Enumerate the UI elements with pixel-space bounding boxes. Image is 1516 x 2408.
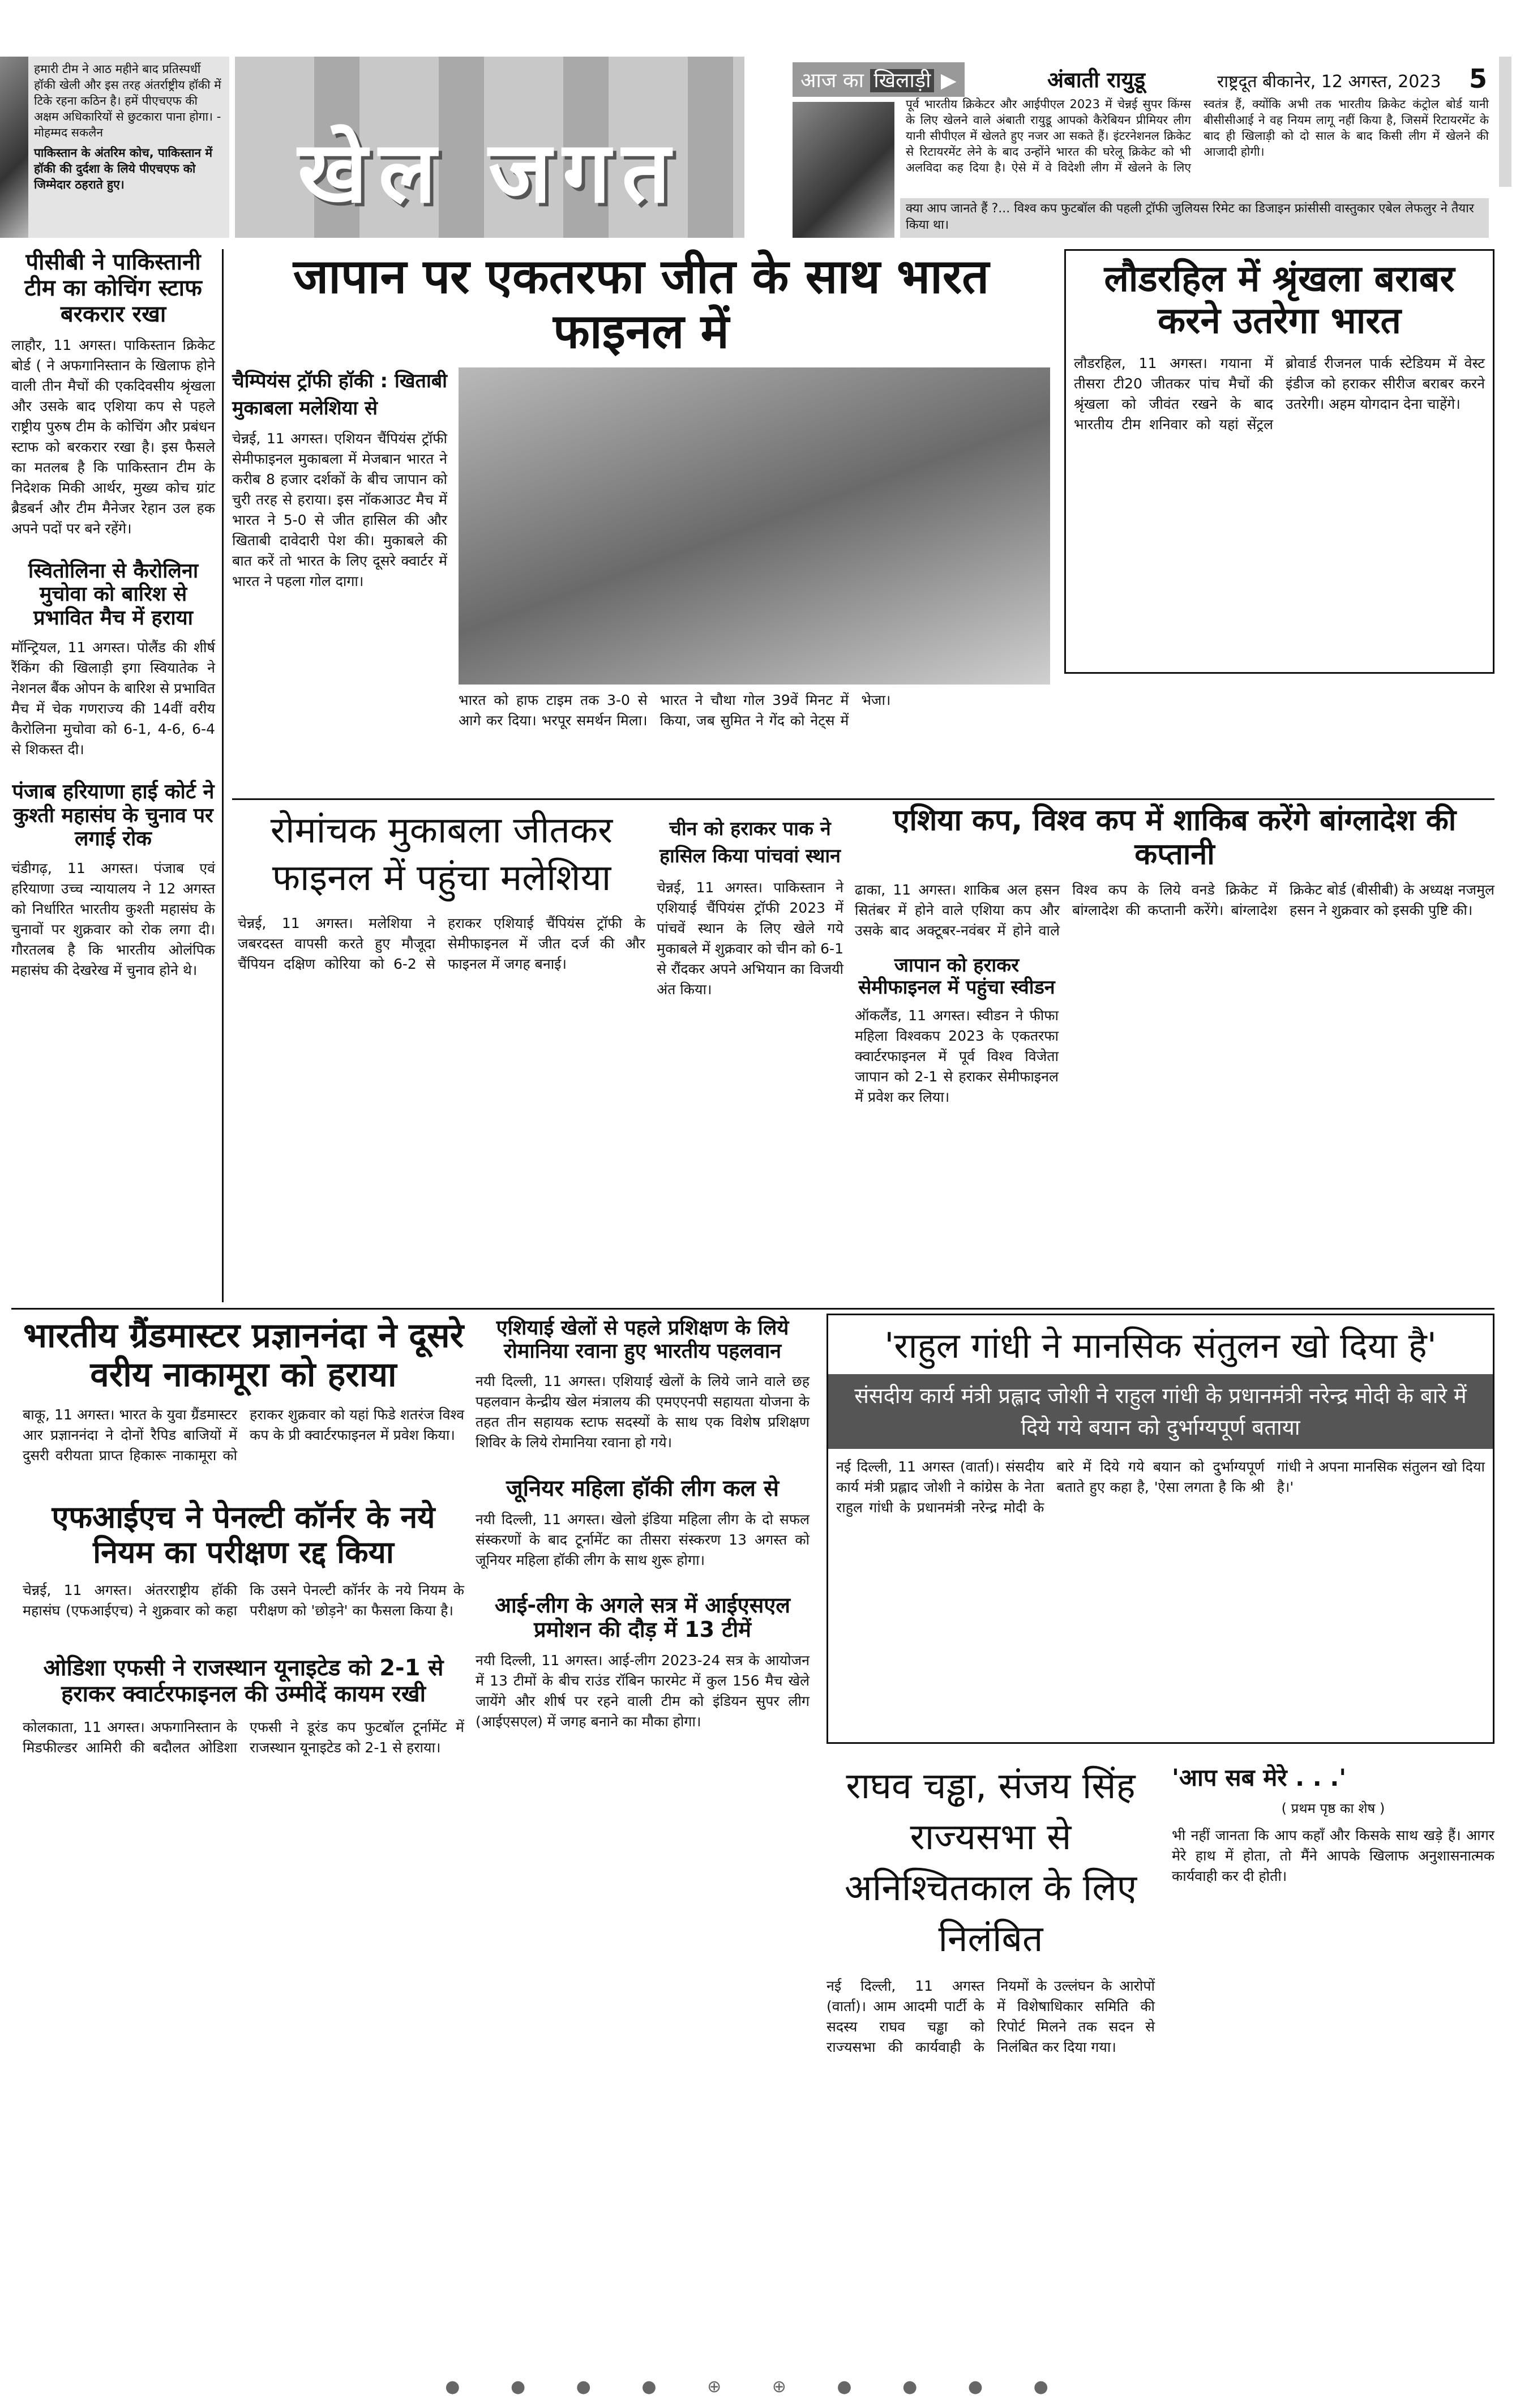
wrestlers-headline: एशियाई खेलों से पहले प्रशिक्षण के लिये रोमानिया रवाना हुए भारतीय पहलवान xyxy=(496,1316,789,1363)
asiacup-headline: एशिया कप, विश्व कप में शाकिब करेंगे बांग्लादेश की कप्तानी xyxy=(893,803,1457,871)
aaj-ka-label: आज का xyxy=(800,69,864,92)
china-article xyxy=(657,815,843,1000)
header-side-bar xyxy=(1499,57,1511,187)
row-divider xyxy=(11,1308,1494,1310)
left-column xyxy=(11,249,215,981)
rahul-body: नई दिल्ली, 11 अगस्त (वार्ता)। संसदीय कार्य मंत्री प्रह्लाद जोशी ने कांग्रेस के नेता राहुल गांधी के प्रधानमंत्री नरेन्द्र मोदी के बारे में दिये गये बयान को दुर्भाग्यपूर्ण बताते हुए कहा है, 'ऐसा लगता है कि श्री गांधी ने अपना मानसिक संतुलन खो दिया है।' xyxy=(836,1459,1485,1516)
raghav-headline: राघव चड्ढा, संजय सिंह राज्यसभा से अनिश्चितकाल के लिए निलंबित xyxy=(844,1765,1137,1960)
rayudu-photo xyxy=(793,102,894,238)
hockey-content xyxy=(232,367,1050,731)
hockey-headline: जापान पर एकतरफा जीत के साथ भारत फाइनल में xyxy=(293,249,990,359)
lower-right-row xyxy=(826,1761,1494,2058)
fih-body: चेन्नई, 11 अगस्त। अंतरराष्ट्रीय हॉकी महासंघ (एफआईएच) ने शुक्रवार को कहा कि उसने पेनल्टी कॉर्नर के नये नियम के परीक्षण को 'छोड़ने' का फैसला किया है। xyxy=(23,1582,464,1619)
junior-body: नयी दिल्ली, 11 अगस्त। खेलो इंडिया महिला लीग के दो सफल संस्करणों के बाद टूर्नामेंट का तीसरा संस्करण 13 अगस्त को जूनियर महिला हॉकी लीग के साथ शुरू होगा। xyxy=(476,1511,810,1568)
dateline: राष्ट्रदूत बीकानेर, 12 अगस्त, 2023 xyxy=(1217,72,1441,92)
wrestlers-body: नयी दिल्ली, 11 अगस्त। एशियाई खेलों के लिये जाने वाले छह पहलवान केन्द्रीय खेल मंत्रालय की एमएएनपी सहायता योजना के तहत तीन सहायक स्टाफ सदस्यों के साथ एक विशेष प्रशिक्षण शिविर के लिये रोमानिया रवाना हो गये। xyxy=(476,1372,810,1451)
hockey-caption-text: भारत को हाफ टाइम तक 3-0 से आगे कर दिया। भरपूर समर्थन मिला। भारत ने चौथा गोल 39वें मिनट में किया, जब सुमित ने गेंद को नेट्स में भेजा। xyxy=(459,692,891,729)
player-name: अंबाती रायुडू xyxy=(1047,67,1146,92)
malaysia-headline: रोमांचक मुकाबला जीतकर फाइनल में पहुंचा मलेशिया xyxy=(270,810,613,899)
registration-marks: ● ● ● ● ⊕ ⊕ ● ● ● ● xyxy=(445,2377,1071,2397)
bottom-left-column xyxy=(23,1316,464,1758)
sweden-article xyxy=(855,955,1059,1107)
player-text: पूर्व भारतीय क्रिकेटर और आईपीएल 2023 में चेन्नई सुपर किंग्स के लिए खेलने वाले अंबाती रायुडू आपको कैरेबियन प्रीमियर लीग यानी सीपीएल में खेलते हुए नजर आ सकते हैं। इंटरनेशनल क्रिकेट से रिटायरमेंट लेने के बाद उन्होंने भारत की घरेलू क्रिकेट को भी अलविदा कह दिया है। ऐसे में वे विदेशी लीग में खेलने के लिए स्वतंत्र हैं, क्योंकि अभी तक भारतीय क्रिकेट कंट्रोल बोर्ड यानी बीसीसीआई ने वह नियम लागू नहीं किया है, जिसमें रिटायरमेंट के बाद ही खिलाड़ी को दो साल के बाद किसी लीग में खेलने की आजादी होगी। xyxy=(906,97,1489,174)
sweden-headline: जापान को हराकर सेमीफाइनल में पहुंचा स्वीडन xyxy=(858,953,1055,999)
fih-headline: एफआईएच ने पेनल्टी कॉर्नर के नये नियम का परीक्षण रद्द किया xyxy=(52,1499,435,1571)
khiladi-label: खिलाड़ी xyxy=(870,69,934,92)
hockey-article xyxy=(232,249,1050,731)
rahul-headline: 'राहुल गांधी ने मानसिक संतुलन खो दिया है' xyxy=(884,1325,1437,1366)
junior-headline: जूनियर महिला हॉकी लीग कल से xyxy=(506,1475,779,1502)
hockey-photo-column xyxy=(459,367,1050,731)
page-header xyxy=(0,57,1516,238)
pragg-headline: भारतीय ग्रैंडमास्टर प्रज्ञाननंदा ने दूसरे वरीय नाकामूरा को हराया xyxy=(23,1316,464,1395)
hockey-body: चेन्नई, 11 अगस्त। एशियन चैंपियंस ट्रॉफी सेमीफाइनल मुकाबला में मेजबान भारत ने करीब 8 हजार दर्शकों के बीच जापान को चुरी तरह से हराया। इस नॉकआउट मैच में भारत ने 5-0 से जीत हासिल की और खिताबी दावेदारी पेश की। मुकाबले की बात करें तो भारत के लिए दूसरे क्वार्टर में भारत ने पहला गोल दागा। xyxy=(232,430,447,590)
quote-box xyxy=(28,57,229,238)
aap-headline: 'आप सब मेरे . . .' xyxy=(1172,1764,1347,1791)
hockey-subhead: चैम्पियंस ट्रॉफी हॉकी : खिताबी मुकाबला मलेशिया से xyxy=(232,370,447,420)
pcb-body: लाहौर, 11 अगस्त। पाकिस्तान क्रिकेट बोर्ड ( ने अफगानिस्तान के खिलाफ होने वाली तीन मैचों की एकदिवसीय श्रृंखला और उसके बाद एशिया कप से पहले राष्ट्रीय पुरुष टीम के कोचिंग और प्रबंधन स्टाफ को बरकरार रखा है। इस फैसले का मतलब है कि पाकिस्तान टीम के निदेशक मिकी आर्थर, मुख्य कोच ग्रांट ब्रैडबर्न और टीम मैनेजर रेहान उल हक अपने पदों पर बने रहेंगे। xyxy=(11,337,215,537)
svitolina-headline: स्वितोलिना से कैरोलिना मुचोवा को बारिश से प्रभावित मैच में हराया xyxy=(28,559,199,630)
raghav-body: नई दिल्ली, 11 अगस्त (वार्ता)। आम आदमी पार्टी के सदस्य राघव चड्ढा को राज्यसभा की कार्यवाही के नियमों के उल्लंघन के आरोपों में विशेषाधिकार समिति की रिपोर्ट मिलने तक सदन से निलंबित कर दिया गया। xyxy=(826,1978,1155,2055)
middle-column xyxy=(476,1316,810,1732)
aap-article xyxy=(1172,1761,1494,2058)
logo-text: खेल जगत xyxy=(298,123,682,222)
lauderhill-headline: लौडरहिल में श्रृंखला बराबर करने उतरेगा भारत xyxy=(1104,258,1455,342)
punjab-headline: पंजाब हरियाणा हाई कोर्ट ने कुश्ती महासंघ के चुनाव पर लगाई रोक xyxy=(12,780,215,850)
svitolina-body: मॉन्ट्रियल, 11 अगस्त। पोलैंड की शीर्ष रैंकिंग की खिलाड़ी इगा स्वियातेक ने नेशनल बैंक ओपन के बारिश से प्रभावित मैच में चेक गणराज्य की 14वीं वरीय कैरोलिना मुचोवा को 6-1, 4-6, 6-4 से शिकस्त दी। xyxy=(11,639,215,758)
malaysia-article xyxy=(238,807,645,974)
khel-jagat-logo xyxy=(235,57,744,238)
column-divider xyxy=(222,249,224,1302)
odisha-headline: ओडिशा एफसी ने राजस्थान यूनाइटेड को 2-1 से हराकर क्वार्टरफाइनल की उम्मीदें कायम रखी xyxy=(43,1655,444,1708)
rahul-subhead: संसदीय कार्य मंत्री प्रह्लाद जोशी ने राहुल गांधी के प्रधानमंत्री नरेन्द्र मोदी के बारे में दिये गये बयान को दुर्भाग्यपूर्ण बताया xyxy=(828,1374,1493,1449)
page-number: 5 xyxy=(1469,63,1488,94)
did-you-know: क्या आप जानते हैं ?... विश्व कप फुटबॉल की पहली ट्रॉफी जुलियस रिमेट का डिजाइन फ्रांसीसी वास्तुकार एबेल लेफलुर ने तैयार किया था। xyxy=(900,198,1489,238)
aap-continued: ( प्रथम पृष्ठ का शेष ) xyxy=(1281,1800,1385,1816)
malaysia-body: चेन्नई, 11 अगस्त। मलेशिया ने जबरदस्त वापसी करते हुए मौजूदा चैंपियन दक्षिण कोरिया को 6-2 से हराकर एशियाई चैंपियंस ट्रॉफी के सेमीफाइनल में जीत दर्ज की और फाइनल में जगह बनाई। xyxy=(238,915,645,972)
sweden-body: ऑकलैंड, 11 अगस्त। स्वीडन ने फीफा महिला विश्वकप 2023 के एकतरफा क्वार्टरफाइनल में पूर्व विश्व विजेता जापान को 2-1 से हराकर सेमीफाइनल में प्रवेश कर लिया। xyxy=(855,1007,1059,1105)
saqlain-photo xyxy=(0,57,28,238)
rahul-box xyxy=(826,1314,1494,1744)
asiacup-body: ढाका, 11 अगस्त। शाकिब अल हसन सितंबर में होने वाले एशिया कप और उसके बाद अक्टूबर-नवंबर में होने वाले विश्व कप के लिये वनडे क्रिकेट में बांग्लादेश की कप्तानी करेंगे। बांग्लादेश क्रिकेट बोर्ड (बीसीबी) के अध्यक्ष नजमुल हसन ने शुक्रवार को इसकी पुष्टि की। xyxy=(855,881,1494,939)
asiacup-article xyxy=(855,804,1494,1107)
china-headline: चीन को हराकर पाक ने हासिल किया पांचवां स्थान xyxy=(659,818,841,867)
hockey-match-photo xyxy=(459,367,1050,685)
odisha-body: कोलकाता, 11 अगस्त। अफगानिस्तान के मिडफील्डर आमिरी की बदौलत ओडिशा एफसी ने डूरंड कप फुटबॉल टूर्नामेंट में राजस्थान यूनाइटेड को 2-1 से हराया। xyxy=(23,1719,464,1756)
pcb-headline: पीसीबी ने पाकिस्तानी टीम का कोचिंग स्टाफ बरकरार रखा xyxy=(24,249,202,327)
quote-caption: पाकिस्तान के अंतरिम कोच, पाकिस्तान में हॉकी की दुर्दशा के लिये पीएचएफ को जिम्मेदार ठहराते हुए। xyxy=(34,146,213,191)
ileague-body: नयी दिल्ली, 11 अगस्त। आई-लीग 2023-24 सत्र के आयोजन में 13 टीमों के बीच राउंड रॉबिन फारमेट में कुल 156 मैच खेले जायेंगे और शीर्ष पर रहने वाली टीम को इंडियन सुपर लीग (आईएसएल) में जगह बनाने का मौका होगा। xyxy=(476,1652,810,1730)
raghav-article xyxy=(826,1761,1155,2058)
pragg-body: बाकू, 11 अगस्त। भारत के युवा ग्रैंडमास्टर आर प्रज्ञाननंदा ने दोनों रैपिड बाजियों में दुसरी वरीयता प्राप्त हिकारू नाकामूरा को हराकर शुक्रवार को यहां फिडे शतरंज विश्व कप के प्री क्वार्टरफाइनल में प्रवेश किया। xyxy=(23,1406,464,1464)
china-body: चेन्नई, 11 अगस्त। पाकिस्तान ने एशियाई चैंपियंस ट्रॉफी 2023 में पांचवें स्थान के लिए खेले गये मुकाबले में शुक्रवार को चीन को 6-1 से रौंदकर अपने अभियान का विजयी अंत किया। xyxy=(657,879,843,998)
lauderhill-body: लौडरहिल, 11 अगस्त। गयाना में तीसरा टी20 जीतकर पांच मैचों की श्रृंखला को जीवंत रखने के बाद भारतीय टीम शनिवार को यहां सेंट्रल ब्रोवार्ड रीजनल पार्क स्टेडियम में वेस्ट इंडीज को हराकर सीरीज बराबर करने उतरेगी। अहम योगदान देना चाहेंगे। xyxy=(1074,355,1485,433)
row-divider xyxy=(232,798,1494,800)
lauderhill-box xyxy=(1064,249,1494,674)
right-column xyxy=(826,1314,1494,2058)
aap-body: भी नहीं जानता कि आप कहाँ और किसके साथ खड़े हैं। आगर मेरे हाथ में होता, तो मैंने आपके खिलाफ अनुशासनात्मक कार्यवाही कर दी होती। xyxy=(1172,1827,1494,1884)
punjab-body: चंडीगढ़, 11 अगस्त। पंजाब एवं हरियाणा उच्च न्यायालय ने 12 अगस्त को निर्धारित भारतीय कुश्ती महासंघ के चुनावों पर शुक्रवार को रोक लगा दी। गौरतलब है कि भारतीय ओलंपिक महासंघ की देखरेख में चुनाव होने थे। xyxy=(11,860,215,979)
hockey-text-column xyxy=(232,367,447,731)
aaj-ka-khiladi-badge: आज का खिलाड़ी ▶ xyxy=(793,62,965,97)
ileague-headline: आई-लीग के अगले सत्र में आईएसएल प्रमोशन की दौड़ में 13 टीमें xyxy=(494,1592,791,1643)
quote-text: हमारी टीम ने आठ महीने बाद प्रतिस्पर्धी हॉकी खेली और इस तरह अंतर्राष्ट्रीय हॉकी में टिके रहना कठिन है। हमें पीएचएफ की अक्षम अधिकारियों से छुटकारा पाना होगा। - मोहम्मद सकलैन xyxy=(34,62,221,139)
